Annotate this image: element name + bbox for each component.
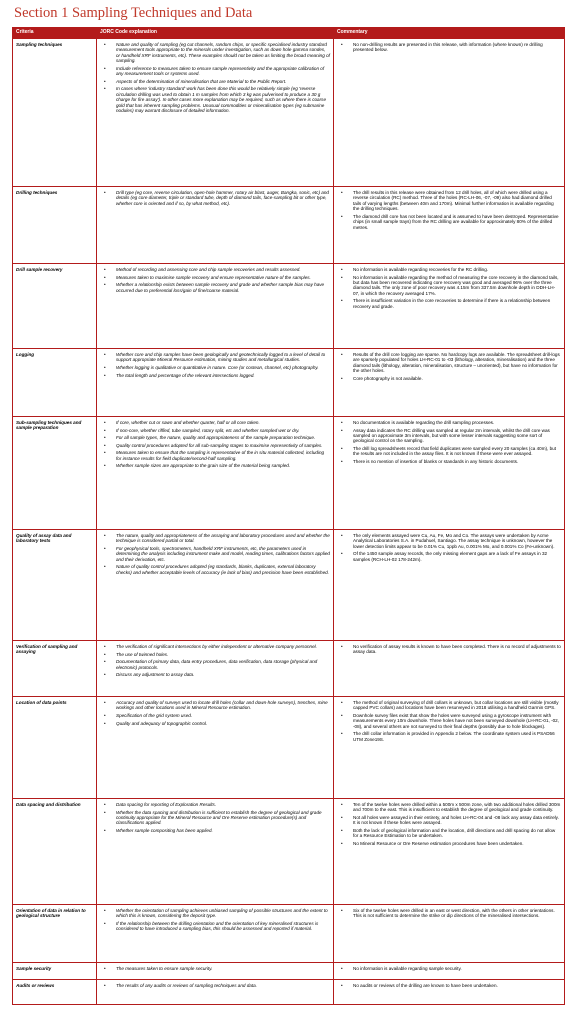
jorc-bullet-item: • Data spacing for reporting of Exploration Results. (100, 802, 330, 807)
commentary-cell (334, 187, 565, 264)
commentary-bullet-item: • No information is available regarding recoveries for the RC drilling. (337, 267, 561, 272)
jorc-table (12, 27, 565, 1005)
commentary-bullet-item: • There is no mention of insertion of blanks or standards in any historic documents. (337, 459, 561, 464)
jorc-bullet-item: • Discuss any adjustment to assay data. (100, 672, 330, 677)
commentary-cell (334, 264, 565, 349)
commentary-bullet-item: • The drill log spreadsheets record that field duplicates were sampled every 20 samples (ca 40m), but the results are not included in the assay files. It is not known if these were ever assayed. (337, 446, 561, 457)
jorc-bullet-list (100, 533, 330, 575)
commentary-bullet-list (337, 908, 561, 919)
criteria-cell: Sub-sampling techniques and sample preparation (13, 417, 97, 530)
jorc-cell (97, 264, 334, 349)
jorc-bullet-list (100, 190, 330, 206)
criteria-cell: Sampling techniques (13, 39, 97, 187)
jorc-bullet-list (100, 420, 330, 469)
jorc-bullet-item: • For all sample types, the nature, quality and appropriateness of the sample preparation technique. (100, 435, 330, 440)
jorc-bullet-item: • The verification of significant intersections by either independent or alternative company personnel. (100, 644, 330, 649)
commentary-bullet-item: • The drill results in this release were obtained from 12 drill holes, all of which were drilled using a reverse circulation (RC) method. Three of the holes (RC-LH-06, -07, -09) also had diamond drilled tails of varying lengths (between 40m and 170m). Minimal further information is available regarding the drilling techniques. (337, 190, 561, 212)
jorc-bullet-list (100, 352, 330, 378)
jorc-bullet-item: • Whether logging is qualitative or quantitative in nature. Core (or costean, channel, etc) photography. (100, 365, 330, 370)
jorc-bullet-list (100, 42, 330, 113)
jorc-bullet-item: • Whether core and chip samples have been geologically and geotechnically logged to a level of detail to support appropriate Mineral Resource estimation, mining studies and metallurgical studies. (100, 352, 330, 363)
commentary-bullet-item: • No Mineral Resource or Ore Reserve estimation procedures have been undertaken. (337, 841, 561, 846)
commentary-cell (334, 39, 565, 187)
criteria-cell: Drilling techniques (13, 187, 97, 264)
commentary-bullet-list (337, 420, 561, 464)
jorc-cell (97, 530, 334, 641)
commentary-bullet-item: • Ten of the twelve holes were drilled within a 500m x 500m zone, with two additional holes drilled 300m and 700m to the east. This is insufficient to establish the degree of geological and grade continuity. (337, 802, 561, 813)
table-row (13, 349, 565, 417)
jorc-cell (97, 963, 334, 980)
commentary-bullet-item: • Assay data indicates the RC drilling was sampled at regular 2m intervals, whilst the drill core was sampled on approximate 3m intervals, but with some lesser intervals suggesting some sort of geological control on the sampling. (337, 428, 561, 444)
jorc-bullet-item: • Nature and quality of sampling (eg cut channels, random chips, or specific specialised industry standard measurement tools appropriate to the minerals under investigation, such as down hole gamma sondes, or handheld XRF instruments, etc). These examples should not be taken as limiting the broad meaning of sampling. (100, 42, 330, 64)
commentary-bullet-list (337, 700, 561, 742)
table-row (13, 641, 565, 697)
commentary-cell (334, 697, 565, 799)
commentary-bullet-item: • There is insufficient variation in the core recoveries to determine if there is a relationship between recovery and grade. (337, 298, 561, 309)
table-row (13, 799, 565, 905)
jorc-cell (97, 417, 334, 530)
jorc-bullet-item: • Documentation of primary data, data entry procedures, data verification, data storage (physical and electronic) protocols. (100, 659, 330, 670)
commentary-bullet-item: • No non-drilling results are presented in this release, with information (where known) re drilling presented below. (337, 42, 561, 53)
jorc-bullet-item: • Measures taken to maximise sample recovery and ensure representative nature of the samples. (100, 275, 330, 280)
commentary-bullet-item: • Downhole survey files exist that show the holes were surveyed using a gyroscope instrument with measurements every 10m downhole. Three holes have not been surveyed downhole (LH-RC-01, -02, -08), and several others are not surveyed to their final depths (possibly due to hole blockages). (337, 713, 561, 729)
jorc-bullet-item: • The use of twinned holes. (100, 652, 330, 657)
commentary-bullet-list (337, 983, 561, 988)
commentary-cell (334, 641, 565, 697)
table-row (13, 530, 565, 641)
commentary-bullet-item: • Results of the drill core logging are sparse. No hardcopy logs are available. The spreadsheet drill-logs are sparsely populated for holes LH-RC-01 to -03 (lithology, alteration, mineralisation) and the three diamond tails (lithology, alteration, mineralisation, structure – unoriented), but have no information for the other holes. (337, 352, 561, 374)
jorc-bullet-item: • If non-core, whether riffled, tube sampled, rotary split, etc and whether sampled wet or dry. (100, 428, 330, 433)
commentary-bullet-item: • The method of original surveying of drill collars is unknown, but collar locations are still visible (mostly capped PVC collars) and locations have been resurveyed in 2018 utilising a handheld Garmin GPS. (337, 700, 561, 711)
table-row (13, 980, 565, 1005)
jorc-bullet-item: • Method of recording and assessing core and chip sample recoveries and results assessed. (100, 267, 330, 272)
jorc-cell (97, 349, 334, 417)
criteria-cell: Location of data points (13, 697, 97, 799)
criteria-cell: Verification of sampling and assaying (13, 641, 97, 697)
commentary-bullet-list (337, 190, 561, 230)
criteria-cell: Drill sample recovery (13, 264, 97, 349)
section-title: Section 1 Sampling Techniques and Data (14, 5, 253, 21)
commentary-bullet-item: • No verification of assay results is known to have been completed. There is no record of adjustments to assay data. (337, 644, 561, 655)
commentary-cell (334, 417, 565, 530)
jorc-cell (97, 39, 334, 187)
commentary-cell (334, 980, 565, 1005)
commentary-bullet-item: • No information is available regarding the method of measuring the core recovery in the diamond tails, but data has been recovered indicating core recovery was good and averaged 96% over the three diamond tails. The only zone of poor recovery was 4.15m from 337.5m downhole depth in DDH-LH-07, in which the recovery averaged 17%. (337, 275, 561, 297)
criteria-cell: Data spacing and distribution (13, 799, 97, 905)
table-row (13, 697, 565, 799)
table-row (13, 905, 565, 963)
commentary-bullet-item: • Core photography is not available. (337, 376, 561, 381)
commentary-bullet-item: • No documentation is available regarding the drill sampling processes. (337, 420, 561, 425)
jorc-bullet-list (100, 644, 330, 678)
table-body (13, 39, 565, 1005)
jorc-bullet-item: • Measures taken to ensure that the sampling is representative of the in situ material collected, including for instance results for field duplicate/second-half sampling. (100, 450, 330, 461)
jorc-cell (97, 697, 334, 799)
criteria-cell: Audits or reviews (13, 980, 97, 1005)
table-row (13, 39, 565, 187)
criteria-cell: Orientation of data in relation to geological structure (13, 905, 97, 963)
jorc-bullet-item: • In cases where 'industry standard' work has been done this would be relatively simple (eg 'reverse circulation drilling was used to obtain 1 m samples from which 3 kg was pulverised to produce a 30 g charge for fire assay'). In other cases more explanation may be required, such as where there is coarse gold that has inherent sampling problems. Unusual commodities or mineralisation types (eg submarine nodules) may warrant disclosure of detailed information. (100, 86, 330, 113)
jorc-bullet-item: • Accuracy and quality of surveys used to locate drill holes (collar and down-hole surveys), trenches, mine workings and other locations used in Mineral Resource estimation. (100, 700, 330, 711)
jorc-bullet-item: • Quality and adequacy of topographic control. (100, 721, 330, 726)
commentary-bullet-item: • No audits or reviews of the drilling are known to have been undertaken. (337, 983, 561, 988)
jorc-bullet-item: • Whether sample sizes are appropriate to the grain size of the material being sampled. (100, 463, 330, 468)
table-header-row (13, 28, 565, 39)
commentary-bullet-item: • Six of the twelve holes were drilled in an east or west direction, with the others in other orientations. This is not sufficient to determine the strike or dip directions of the mineralised intersections. (337, 908, 561, 919)
commentary-bullet-list (337, 966, 561, 971)
jorc-bullet-item: • Nature of quality control procedures adopted (eg standards, blanks, duplicates, external laboratory checks) and whether acceptable levels of accuracy (ie lack of bias) and precision have been established. (100, 564, 330, 575)
jorc-bullet-item: • The measures taken to ensure sample security. (100, 966, 330, 971)
commentary-bullet-list (337, 267, 561, 309)
jorc-bullet-item: • Whether sample compositing has been applied. (100, 828, 330, 833)
jorc-bullet-item: • For geophysical tools, spectrometers, handheld XRF instruments, etc, the parameters used in determining the analysis including instrument make and model, reading times, calibrations factors applied and their derivation, etc. (100, 546, 330, 562)
table-row (13, 187, 565, 264)
jorc-cell (97, 799, 334, 905)
jorc-bullet-list (100, 267, 330, 293)
jorc-bullet-item: • The nature, quality and appropriateness of the assaying and laboratory procedures used and whether the technique is considered partial or total. (100, 533, 330, 544)
commentary-bullet-list (337, 42, 561, 53)
jorc-bullet-item: • Aspects of the determination of mineralisation that are Material to the Public Report. (100, 79, 330, 84)
commentary-bullet-item: • Not all holes were assayed in their entirety, and holes LH-RC-04 and -08 lack any assay data entirely. It is not known if these holes were assayed. (337, 815, 561, 826)
criteria-cell: Quality of assay data and laboratory tests (13, 530, 97, 641)
commentary-bullet-item: • Of the 1450 sample assay records, the only missing element gaps are a lack of Fe assays in 32 samples (RCH-LH-02 178-242m). (337, 551, 561, 562)
commentary-bullet-item: • The diamond drill core has not been located and is assumed to have been destroyed. Representative chips (in small sample trays) from the RC drilling are available for approximately 80% of the drilled metres. (337, 214, 561, 230)
table-row (13, 417, 565, 530)
jorc-bullet-item: • Quality control procedures adopted for all sub-sampling stages to maximise representivity of samples. (100, 443, 330, 448)
jorc-bullet-list (100, 908, 330, 932)
jorc-bullet-item: • The total length and percentage of the relevant intersections logged. (100, 373, 330, 378)
jorc-bullet-item: • Include reference to measures taken to ensure sample representivity and the appropriate calibration of any measurement tools or systems used. (100, 66, 330, 77)
commentary-cell (334, 905, 565, 963)
criteria-cell: Sample security (13, 963, 97, 980)
header-criteria: Criteria (13, 28, 97, 39)
jorc-bullet-item: • The results of any audits or reviews of sampling techniques and data. (100, 983, 330, 988)
jorc-bullet-item: • Whether a relationship exists between sample recovery and grade and whether sample bias may have occurred due to preferential loss/gain of fine/coarse material. (100, 282, 330, 293)
header-jorc: JORC Code explanation (97, 28, 334, 39)
jorc-bullet-item: • Whether the data spacing and distribution is sufficient to establish the degree of geological and grade continuity appropriate for the Mineral Resource and Ore Reserve estimation procedure(s) and classifications applied. (100, 810, 330, 826)
commentary-bullet-item: • The only elements assayed were Cu, Au, Fe, Mo and Co. The assays were undertaken by Acme Analytical Laboratories S.A. in Pudahuel, Santiago. The assay technique is unknown, however the lower detection limits appear to be 0.01% Cu, 1ppb Au, 0.001% Mo, and 0.001% Co (Fe-unknown). (337, 533, 561, 549)
jorc-bullet-list (100, 966, 330, 971)
jorc-cell (97, 905, 334, 963)
table-row (13, 963, 565, 980)
commentary-bullet-list (337, 802, 561, 846)
commentary-bullet-item: • No information is available regarding sample security. (337, 966, 561, 971)
commentary-cell (334, 963, 565, 980)
commentary-bullet-list (337, 644, 561, 655)
jorc-bullet-item: • Drill type (eg core, reverse circulation, open-hole hammer, rotary air blast, auger, Bangka, sonic, etc) and details (eg core diameter, triple or standard tube, depth of diamond tails, face-sampling bit or other type, whether core is oriented and if so, by what method, etc). (100, 190, 330, 206)
criteria-cell: Logging (13, 349, 97, 417)
jorc-bullet-item: • Specification of the grid system used. (100, 713, 330, 718)
commentary-bullet-list (337, 352, 561, 381)
jorc-bullet-item: • If core, whether cut or sawn and whether quarter, half or all core taken. (100, 420, 330, 425)
jorc-cell (97, 641, 334, 697)
commentary-cell (334, 530, 565, 641)
commentary-cell (334, 799, 565, 905)
table-row (13, 264, 565, 349)
jorc-bullet-list (100, 983, 330, 988)
commentary-cell (334, 349, 565, 417)
jorc-cell (97, 980, 334, 1005)
commentary-bullet-list (337, 533, 561, 562)
commentary-bullet-item: • Both the lack of geological information and the location, drill directions and drill spacing do not allow for a Resource Estimation to be undertaken. (337, 828, 561, 839)
jorc-bullet-item: • Whether the orientation of sampling achieves unbiased sampling of possible structures and the extent to which this is known, considering the deposit type. (100, 908, 330, 919)
jorc-bullet-item: • If the relationship between the drilling orientation and the orientation of key mineralised structures is considered to have introduced a sampling bias, this should be assessed and reported if material. (100, 921, 330, 932)
jorc-cell (97, 187, 334, 264)
jorc-bullet-list (100, 802, 330, 833)
header-commentary: Commentary (334, 28, 565, 39)
jorc-bullet-list (100, 700, 330, 726)
commentary-bullet-item: • The drill collar information is provided in Appendix 2 below. The coordinate system used is PSAD56 UTM Zone19S. (337, 731, 561, 742)
